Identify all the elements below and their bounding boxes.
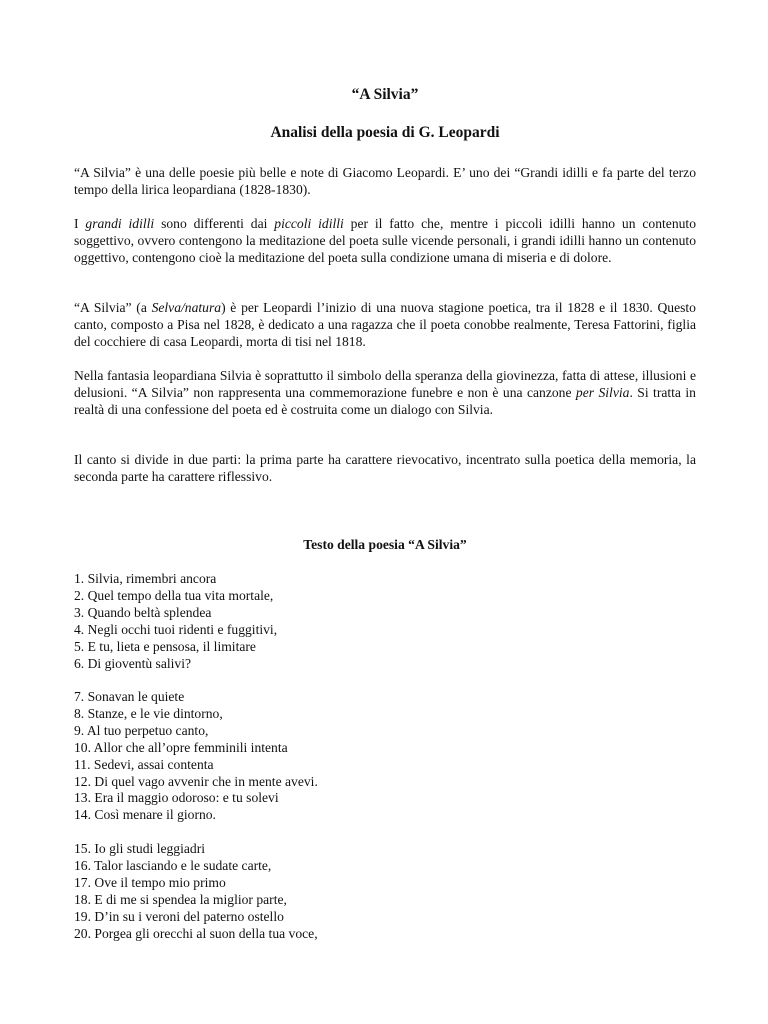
poem-line: 19. D’in su i veroni del paterno ostello — [74, 908, 284, 924]
paragraph-symbol — [74, 367, 696, 418]
paragraph-text: per il fatto che, mentre i piccoli idilli hanno un contenuto soggettivo, ovvero contengono la meditazione del poeta sulle vicende personali, i grandi idilli hanno un contenuto oggettivo, contengono cioè la meditazione del poeta sulla condizione umana di miseria e di dolore. — [74, 216, 696, 265]
poem-line: 7. Sonavan le quiete — [74, 689, 185, 704]
paragraph-text: ) è per Leopardi l’inizio di una nuova stagione poetica, tra il 1828 e il 1830. Questo canto, composto a Pisa nel 1828, è dedicato a una ragazza che il poeta conobbe realmente, Teresa Fattorini, figlia del cocchiere di casa Leopardi, morta di tisi nel 1818. — [74, 300, 696, 349]
paragraph-emphasis: Selva/natura — [151, 300, 222, 315]
poem-line: 17. Ove il tempo mio primo — [74, 874, 226, 890]
poem-line: 6. Di gioventù salivi? — [74, 655, 192, 671]
poem-line: 4. Negli occhi tuoi ridenti e fuggitivi, — [74, 621, 278, 637]
paragraph-text: “A Silvia” (a — [74, 300, 152, 315]
poem-line: 16. Talor lasciando e le sudate carte, — [74, 857, 272, 873]
poem-line: 15. Io gli studi leggiadri — [74, 841, 206, 856]
paragraph-context — [74, 299, 696, 350]
document-page — [74, 0, 696, 1024]
document-subtitle: Analisi della poesia di G. Leopardi — [270, 124, 500, 141]
poem-line: 9. Al tuo perpetuo canto, — [74, 722, 209, 738]
poem-line: 1. Silvia, rimembri ancora — [74, 571, 217, 586]
paragraph-emphasis: per Silvia — [575, 385, 630, 400]
paragraph-structure: Il canto si divide in due parti: la prima parte ha carattere rievocativo, incentrato sulla poetica della memoria, la seconda parte ha carattere riflessivo. — [74, 452, 696, 484]
poem-stanza-3 — [74, 841, 696, 942]
paragraph-text: sono differenti dai — [154, 216, 275, 231]
poem-line: 18. E di me si spendea la miglior parte, — [74, 891, 287, 907]
poem-stanza-2 — [74, 689, 696, 824]
paragraph-idilli — [74, 215, 696, 266]
poem-line: 11. Sedevi, assai contenta — [74, 756, 214, 772]
poem-line: 14. Così menare il giorno. — [74, 807, 216, 823]
poem-line: 10. Allor che all’opre femminili intenta — [74, 739, 288, 755]
paragraph-text: I — [74, 216, 86, 231]
poem-line: 13. Era il maggio odoroso: e tu solevi — [74, 790, 279, 806]
poem-line: 8. Stanze, e le vie dintorno, — [74, 705, 223, 721]
poem-stanza-1 — [74, 571, 696, 672]
paragraph-emphasis: grandi idilli — [85, 216, 155, 231]
paragraph-text: Nella fantasia leopardiana Silvia è soprattutto il simbolo della speranza della giovinezza, fatta di attese, illusioni e delusioni. “A Silvia” non rappresenta una commemorazione funebre e non è una canzone — [74, 368, 696, 400]
poem-line: 3. Quando beltà splendea — [74, 604, 212, 620]
poem-line: 2. Quel tempo della tua vita mortale, — [74, 587, 274, 603]
poem-line: 20. Porgea gli orecchi al suon della tua voce, — [74, 925, 318, 941]
poem-line: 5. E tu, lieta e pensosa, il limitare — [74, 638, 256, 654]
paragraph-intro: “A Silvia” è una delle poesie più belle e note di Giacomo Leopardi. E’ uno dei “Grandi idilli e fa parte del terzo tempo della lirica leopardiana (1828-1830). — [74, 165, 696, 197]
paragraph-emphasis: piccoli idilli — [274, 216, 344, 231]
poem-line: 12. Di quel vago avvenir che in mente avevi. — [74, 773, 318, 789]
poem-title: Testo della poesia “A Silvia” — [303, 537, 467, 552]
document-title: “A Silvia” — [351, 86, 419, 103]
paragraph-text: . Si tratta in realtà di una confessione del poeta ed è costruita come un dialogo con Silvia. — [74, 385, 696, 417]
